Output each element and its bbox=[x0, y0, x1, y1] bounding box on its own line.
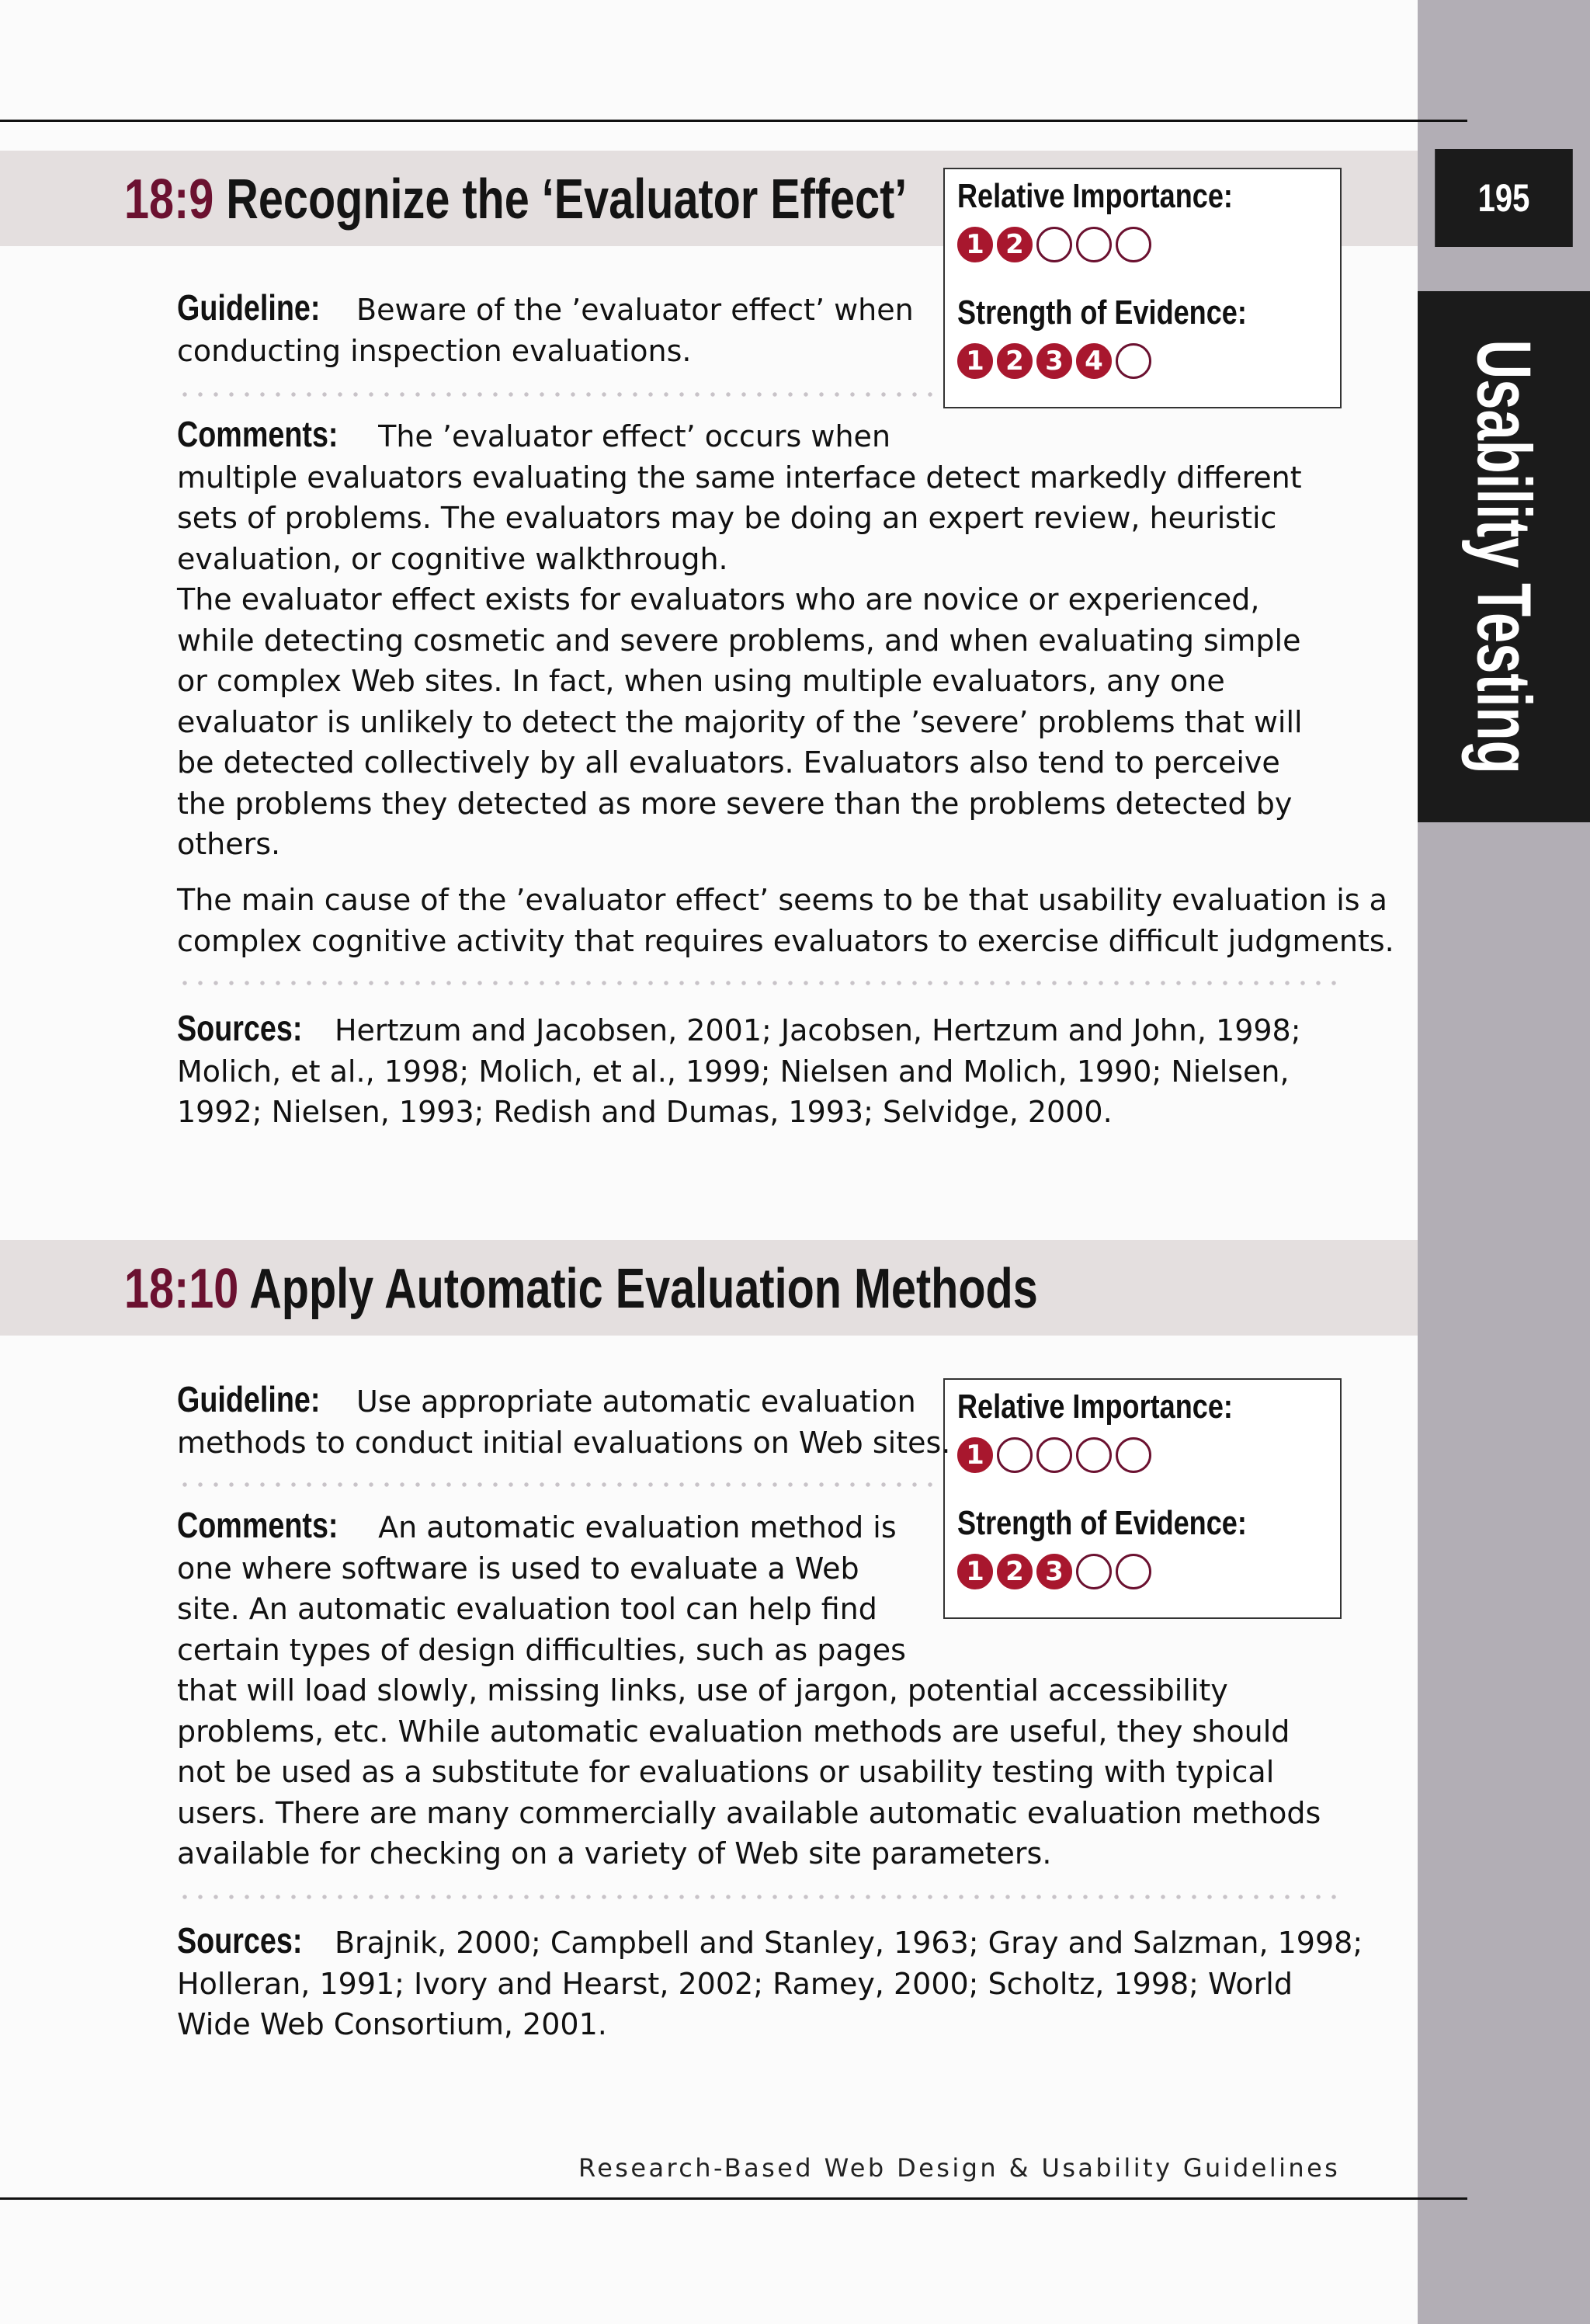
dotted-divider bbox=[177, 981, 1342, 985]
dotted-divider bbox=[177, 392, 938, 397]
chapter-tab bbox=[1418, 291, 1590, 822]
importance-rating bbox=[957, 227, 1155, 262]
importance-rating bbox=[957, 1437, 1155, 1473]
guideline-line: conducting inspection evaluations. bbox=[177, 333, 692, 368]
comments-block bbox=[177, 414, 1303, 865]
comments-block bbox=[177, 1505, 1321, 1874]
comments-line: available for checking on a variety of Web site parameters. bbox=[177, 1836, 1052, 1871]
comments-label: Comments: bbox=[177, 1505, 338, 1545]
comments-line: one where software is used to evaluate a Web bbox=[177, 1551, 859, 1586]
comments-line: site. An automatic evaluation tool can help find bbox=[177, 1592, 877, 1626]
sources-line: 1992; Nielsen, 1993; Redish and Dumas, 1993; Selvidge, 2000. bbox=[177, 1095, 1113, 1129]
relative-importance-label: Relative Importance: bbox=[957, 1388, 1233, 1426]
rating-circle: 3 bbox=[1036, 1554, 1072, 1589]
sources-label: Sources: bbox=[177, 1920, 303, 1961]
strength-of-evidence-label: Strength of Evidence: bbox=[957, 294, 1247, 332]
page-number: 195 bbox=[1435, 149, 1573, 247]
sources-block bbox=[177, 1920, 1363, 2045]
sources-line: Sources: Hertzum and Jacobsen, 2001; Jacobsen, Hertzum and John, 1998; bbox=[177, 1008, 1301, 1048]
rating-circle bbox=[1036, 1437, 1072, 1473]
comments-line: problems, etc. While automatic evaluation methods are useful, they should bbox=[177, 1714, 1290, 1749]
guideline-line: Guideline: Use appropriate automatic evaluation bbox=[177, 1379, 916, 1419]
sources-line: Wide Web Consortium, 2001. bbox=[177, 2007, 607, 2041]
rating-circle: 3 bbox=[1036, 343, 1072, 379]
rating-circle bbox=[1076, 1437, 1112, 1473]
sources-line: Molich, et al., 1998; Molich, et al., 1999; Nielsen and Molich, 1990; Nielsen, bbox=[177, 1054, 1290, 1089]
comments-line: multiple evaluators evaluating the same interface detect markedly different bbox=[177, 460, 1302, 495]
footer-text: Research-Based Web Design & Usability Guidelines bbox=[578, 2153, 1341, 2183]
comments-line: be detected collectively by all evaluators. Evaluators also tend to perceive bbox=[177, 745, 1280, 780]
dotted-divider bbox=[177, 1895, 1342, 1899]
sources-line: Holleran, 1991; Ivory and Hearst, 2002; Ramey, 2000; Scholtz, 1998; World bbox=[177, 1966, 1293, 2001]
comments-line: certain types of design difficulties, such as pages bbox=[177, 1632, 906, 1667]
dotted-divider bbox=[177, 1482, 938, 1487]
sources-line: Sources: Brajnik, 2000; Campbell and Stanley, 1963; Gray and Salzman, 1998; bbox=[177, 1920, 1363, 1961]
comments-line: the problems they detected as more severe than the problems detected by bbox=[177, 786, 1293, 821]
guideline-line: methods to conduct initial evaluations on Web sites. bbox=[177, 1425, 951, 1460]
section-title: Recognize the ‘Evaluator Effect’ bbox=[226, 168, 908, 231]
top-rule bbox=[0, 120, 1467, 122]
chapter-title: Usability Testing bbox=[1461, 339, 1547, 774]
comments-line: complex cognitive activity that requires evaluators to exercise difficult judgments. bbox=[177, 923, 1394, 958]
relative-importance-label: Relative Importance: bbox=[957, 177, 1233, 215]
rating-circle: 1 bbox=[957, 1554, 993, 1589]
rating-circle: 2 bbox=[997, 1554, 1033, 1589]
section-number: 18:9 bbox=[124, 168, 214, 231]
guideline-line: Guideline: Beware of the ’evaluator effect’ when bbox=[177, 287, 914, 328]
comments-line: evaluation, or cognitive walkthrough. bbox=[177, 541, 728, 576]
comments-line: that will load slowly, missing links, use of jargon, potential accessibility bbox=[177, 1673, 1228, 1707]
comments-line: sets of problems. The evaluators may be doing an expert review, heuristic bbox=[177, 501, 1277, 535]
comments-line: users. There are many commercially available automatic evaluation methods bbox=[177, 1795, 1321, 1830]
guideline-block bbox=[177, 287, 914, 371]
comments-label: Comments: bbox=[177, 414, 338, 454]
strength-of-evidence-label: Strength of Evidence: bbox=[957, 1504, 1247, 1542]
guideline-block bbox=[177, 1379, 950, 1463]
rating-circle bbox=[1076, 227, 1112, 262]
guideline-label: Guideline: bbox=[177, 1379, 321, 1419]
rating-circle bbox=[997, 1437, 1033, 1473]
rating-circle: 1 bbox=[957, 1437, 993, 1473]
rating-circle bbox=[1036, 227, 1072, 262]
sources-label: Sources: bbox=[177, 1008, 303, 1048]
bottom-rule bbox=[0, 2197, 1467, 2200]
section-title: Apply Automatic Evaluation Methods bbox=[249, 1258, 1038, 1320]
comments-line: evaluator is unlikely to detect the majority of the ’severe’ problems that will bbox=[177, 704, 1303, 739]
rating-circle bbox=[1116, 1437, 1151, 1473]
comments-line: not be used as a substitute for evaluations or usability testing with typical bbox=[177, 1755, 1275, 1789]
rating-circle bbox=[1116, 343, 1151, 379]
rating-circle: 4 bbox=[1076, 343, 1112, 379]
guideline-label: Guideline: bbox=[177, 287, 321, 328]
evidence-rating bbox=[957, 343, 1155, 379]
rating-circle: 2 bbox=[997, 343, 1033, 379]
comments-line: while detecting cosmetic and severe problems, and when evaluating simple bbox=[177, 623, 1301, 658]
section-heading bbox=[124, 1257, 1038, 1321]
rating-box bbox=[943, 168, 1342, 408]
comments-paragraph bbox=[177, 880, 1394, 961]
comments-line: The evaluator effect exists for evaluators who are novice or experienced, bbox=[177, 582, 1260, 617]
rating-circle: 1 bbox=[957, 227, 993, 262]
rating-circle: 2 bbox=[997, 227, 1033, 262]
comments-line: or complex Web sites. In fact, when using multiple evaluators, any one bbox=[177, 664, 1225, 698]
rating-circle: 1 bbox=[957, 343, 993, 379]
rating-circle bbox=[1116, 227, 1151, 262]
section-heading bbox=[124, 168, 907, 231]
comments-line: Comments: The ’evaluator effect’ occurs when bbox=[177, 414, 891, 454]
comments-line: others. bbox=[177, 827, 281, 861]
comments-line: The main cause of the ’evaluator effect’ seems to be that usability evaluation is a bbox=[177, 883, 1387, 917]
sources-block bbox=[177, 1008, 1301, 1133]
comments-line: Comments: An automatic evaluation method is bbox=[177, 1505, 897, 1545]
section-number: 18:10 bbox=[124, 1258, 239, 1320]
